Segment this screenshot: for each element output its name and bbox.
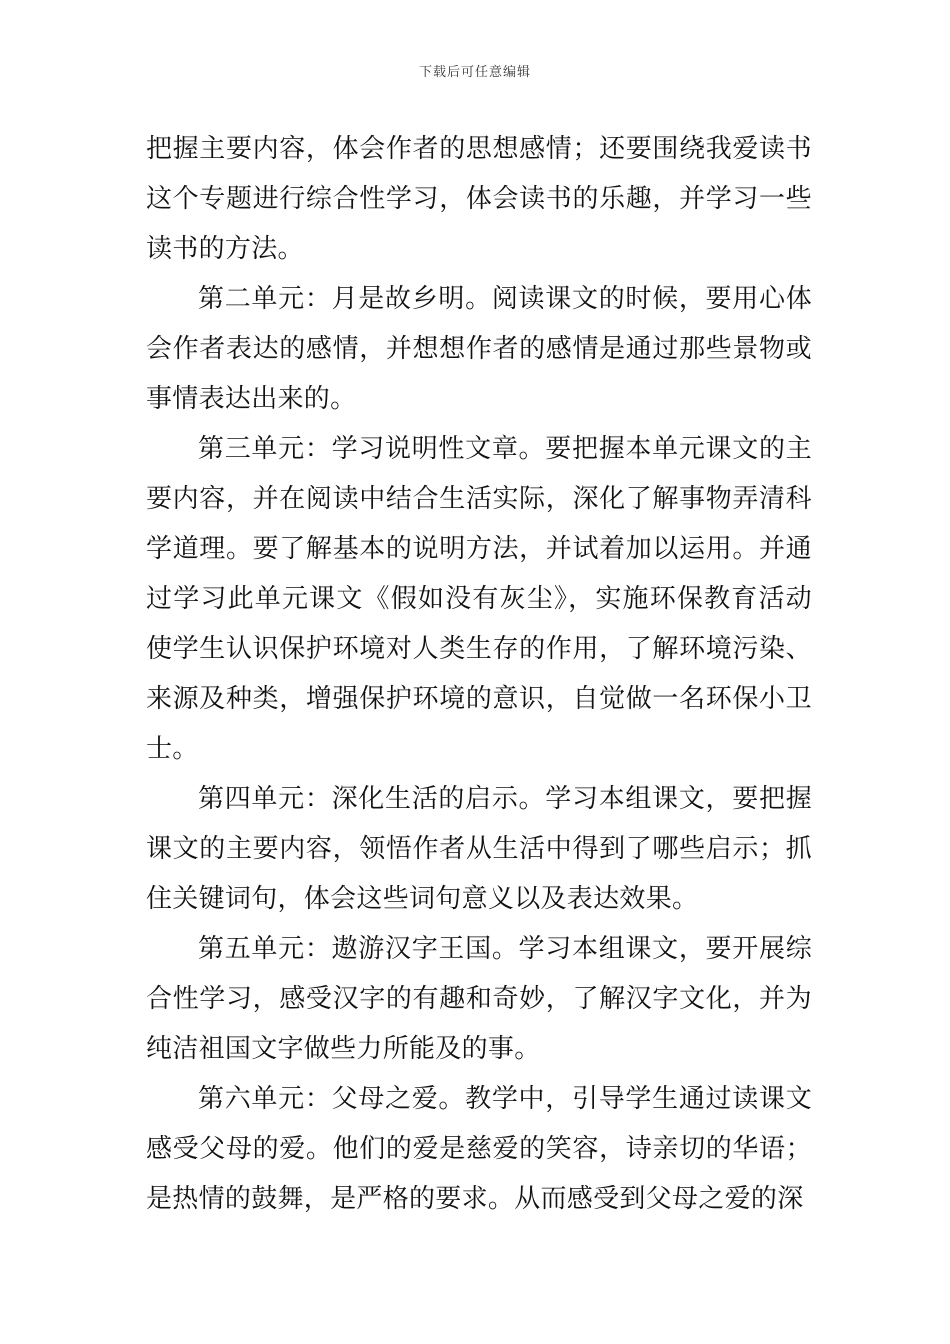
paragraph-unit-6: 第六单元：父母之爱。教学中，引导学生通过读课文感受父母的爱。他们的爱是慈爱的笑容，诗亲切的华语；是热情的鼓舞，是严格的要求。从而感受到父母之爱的深: [146, 1084, 812, 1214]
paragraph-continuation: 把握主要内容，体会作者的思想感情；还要围绕我爱读书这个专题进行综合性学习，体会读书的乐趣，并学习一些读书的方法。: [146, 134, 812, 264]
page-header: 下载后可任意编辑: [418, 65, 531, 80]
paragraph-unit-5: 第五单元：遨游汉字王国。学习本组课文，要开展综合性学习，感受汉字的有趣和奇妙，了解汉字文化，并为纯洁祖国文字做些力所能及的事。: [146, 934, 812, 1064]
paragraph-unit-2: 第二单元：月是故乡明。阅读课文的时候，要用心体会作者表达的感情，并想想作者的感情是通过那些景物或事情表达出来的。: [146, 284, 812, 414]
paragraph-unit-3: 第三单元：学习说明性文章。要把握本单元课文的主要内容，并在阅读中结合生活实际，深化了解事物弄清科学道理。要了解基本的说明方法，并试着加以运用。并通过学习此单元课文《假如没有灰尘》，实施环保教育活动使学生认识保护环境对人类生存的作用，了解环境污染、来源及种类，增强保护环境的意识，自觉做一名环保小卫士。: [146, 434, 812, 764]
paragraph-unit-4: 第四单元：深化生活的启示。学习本组课文，要把握课文的主要内容，领悟作者从生活中得到了哪些启示；抓住关键词句，体会这些词句意义以及表达效果。: [146, 784, 812, 914]
document-body: [146, 124, 812, 1224]
